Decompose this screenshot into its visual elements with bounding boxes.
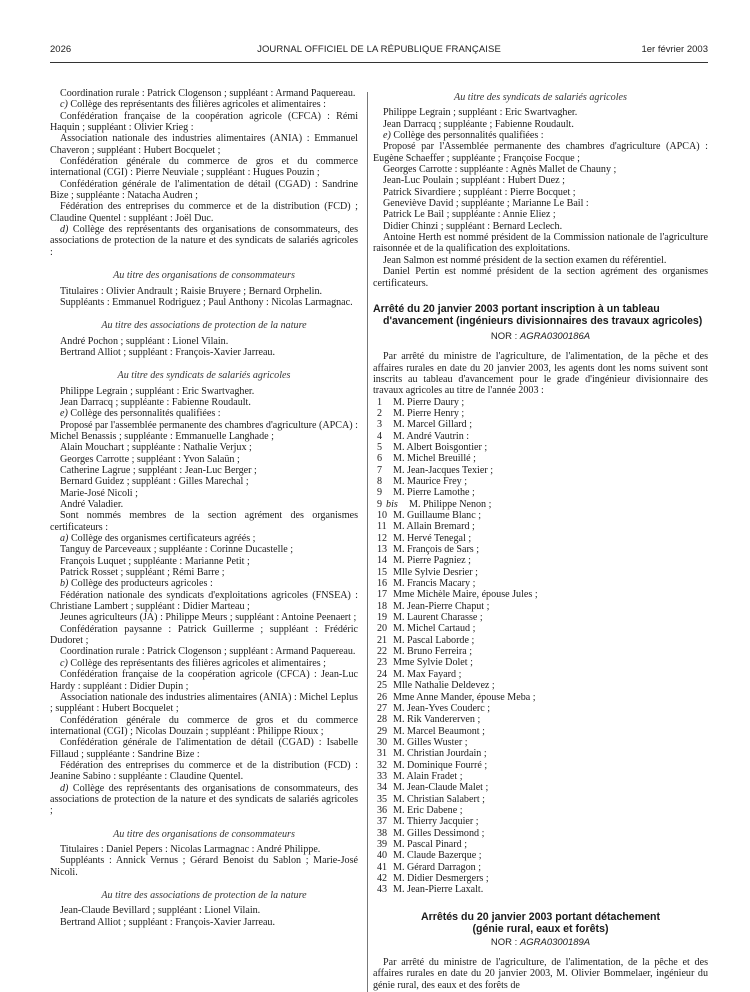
list-number-value: 25 (377, 680, 388, 692)
list-item (373, 714, 708, 725)
paragraph: Proposé par l'Assemblée permanente des chambres d'agriculture (APCA) : Eugène Schaeffer ; suppléante ; Françoise Focque ; (373, 141, 708, 164)
list-name: M. Jean-Claude Malet ; (393, 782, 489, 794)
list-item (373, 499, 708, 510)
paragraph: Patrick Sivardiere ; suppléant : Pierre Bocquet ; (383, 186, 576, 198)
list-item (373, 567, 708, 578)
list-number (373, 646, 393, 657)
list-number (373, 635, 393, 646)
paragraph: Philippe Legrain ; suppléant : Eric Swartvagher. (383, 107, 578, 119)
list-number (373, 601, 393, 612)
list-number (373, 465, 393, 476)
paragraph (50, 224, 358, 258)
list-number-value: 6 (377, 453, 383, 465)
list-number (373, 726, 393, 737)
paragraph: Catherine Lagrue ; suppléant : Jean-Luc Berger ; (60, 464, 257, 476)
list-name: M. Eric Dabene ; (393, 804, 463, 816)
paragraph-text: Collège des personnalités qualifiées : (67, 408, 221, 420)
list-name: M. Max Fayard ; (393, 668, 462, 680)
list-name: M. Didier Desmergers ; (393, 873, 489, 884)
list-number-value: 13 (377, 544, 388, 556)
paragraph: André Pochon ; suppléant : Lionel Vilain. (60, 335, 229, 347)
subsection-heading: Au titre des organisations de consommateurs (113, 270, 295, 282)
list-item (373, 465, 708, 476)
paragraph: Confédération générale de l'alimentation de détail (CGAD) : Sandrine Bize ; suppléante : Natacha Audren ; (50, 178, 358, 202)
subsection-heading: Au titre des syndicats de salariés agricoles (454, 92, 627, 103)
list-item (373, 680, 708, 691)
list-number-value: 18 (377, 600, 388, 612)
list-name: M. Alain Fradet ; (393, 770, 463, 782)
page-header (50, 44, 708, 58)
list-item (373, 646, 708, 657)
paragraph-text: Collège des producteurs agricoles : (68, 578, 213, 590)
list-name: M. Claude Bazerque ; (393, 850, 482, 862)
list-number (373, 589, 393, 600)
list-number (373, 873, 393, 884)
subsection-heading: Au titre des syndicats de salariés agricoles (117, 370, 291, 382)
list-name: M. Philippe Nenon ; (409, 498, 492, 510)
paragraph: Bertrand Alliot ; suppléant : François-Xavier Jarreau. (60, 346, 275, 358)
list-number (373, 850, 393, 861)
nor-label: NOR : (490, 936, 520, 948)
page-number: 2026 (50, 44, 72, 55)
paragraph: Patrick Rosset ; suppléant ; Rémi Barre ; (60, 567, 225, 579)
list-number (373, 408, 393, 419)
paragraph: Confédération générale du commerce de gros et du commerce international (CGI) : Pierre Neuviale ; suppléant : Hugues Pouzin ; (50, 156, 358, 179)
list-name: Mme Sylvie Dolet ; (393, 657, 473, 669)
list-number (373, 419, 393, 430)
list-item (373, 760, 708, 771)
list-number (373, 521, 393, 532)
list-number-value: 32 (377, 759, 388, 771)
journal-title: JOURNAL OFFICIEL DE LA RÉPUBLIQUE FRANÇAISE (257, 44, 501, 55)
list-name: M. Marcel Beaumont ; (393, 725, 485, 737)
list-item (373, 657, 708, 668)
list-item (373, 589, 708, 600)
list-number-value: 14 (377, 555, 388, 567)
paragraph: François Luquet ; suppléante : Marianne Petit ; (60, 555, 250, 567)
list-number-value: 37 (377, 816, 388, 828)
list-number (373, 578, 393, 589)
paragraph (50, 658, 358, 669)
list-number-value: 42 (377, 873, 388, 884)
list-number-value: 2 (377, 407, 383, 419)
list-number (373, 748, 393, 759)
item-label: c) (60, 99, 68, 111)
list-item (373, 692, 708, 703)
list-item (373, 794, 708, 805)
list-name: Mlle Nathalie Deldevez ; (393, 680, 495, 692)
list-number-value: 41 (377, 861, 388, 873)
list-item (373, 578, 708, 589)
paragraph: Daniel Pertin est nommé président de la section agrément des organismes certificateurs. (373, 266, 708, 289)
left-column (50, 88, 358, 928)
list-number-value: 39 (377, 838, 388, 850)
list-name: M. Rik Vandererven ; (393, 714, 481, 726)
list-number-value: 40 (377, 850, 388, 862)
paragraph-text: Collège des représentants des filières agricoles et alimentaires ; (67, 657, 326, 669)
list-name: M. Gérard Darragon ; (393, 861, 482, 873)
paragraph: Association nationale des industries alimentaires (ANIA) : Michel Leplus ; suppléant : Hubert Bocquelet ; (50, 691, 358, 715)
list-item (373, 669, 708, 680)
issue-date: 1er février 2003 (641, 44, 708, 55)
list-item (373, 431, 708, 442)
list-number (373, 782, 393, 793)
paragraph (50, 533, 358, 544)
list-name: M. Francis Macary ; (393, 578, 476, 590)
list-name: M. Albert Boisgontier ; (393, 441, 488, 453)
list-number-value: 1 (377, 396, 383, 408)
list-number-value: 34 (377, 782, 388, 794)
list-number-value: 12 (377, 532, 388, 544)
list-name: M. François de Sars ; (393, 544, 480, 556)
list-item (373, 839, 708, 850)
list-number-value: 3 (377, 419, 383, 431)
list-number-value: 4 (377, 430, 383, 442)
list-number (373, 805, 393, 816)
list-number-suffix: bis (386, 498, 398, 510)
list-name: M. Pierre Lamothe ; (393, 487, 475, 499)
list-name: M. Pascal Pinard ; (393, 838, 468, 850)
list-item (373, 521, 708, 532)
list-name: M. Jean-Jacques Texier ; (393, 464, 494, 476)
list-name: M. Michel Breuillé ; (393, 453, 476, 465)
list-number (373, 839, 393, 850)
list-number (373, 567, 393, 578)
paragraph (373, 130, 708, 141)
list-item (373, 873, 708, 884)
list-number (373, 442, 393, 453)
paragraph: Jeunes agriculteurs (JA) : Philippe Meurs ; suppléant : Antoine Peenaert ; (60, 612, 357, 624)
paragraph-text: Collège des représentants des organisations de consommateurs, des associations de protection de la nature et des syndicats de salariés agricoles ; (50, 782, 358, 817)
list-item (373, 703, 708, 714)
list-name: M. Michel Cartaud ; (393, 623, 476, 635)
list-item (373, 737, 708, 748)
paragraph: Fédération des entreprises du commerce et de la distribution (FCD) ; Claudine Quentel : suppléant : Joël Duc. (50, 201, 358, 224)
list-number (373, 544, 393, 555)
list-number-value: 22 (377, 646, 388, 658)
list-number (373, 431, 393, 442)
list-name: M. Pierre Pagniez ; (393, 555, 471, 567)
nor-reference (373, 331, 708, 342)
list-item (373, 533, 708, 544)
list-number-value: 20 (377, 623, 388, 635)
list-number (373, 760, 393, 771)
nor-code: AGRA0300189A (519, 936, 591, 948)
paragraph: Confédération française de la coopération agricole (CFCA) : Rémi Haquin ; suppléant : Olivier Krieg : (50, 110, 358, 134)
paragraph-text: Collège des représentants des organisations de consommateurs, des associations de protection de la nature et des syndicats de salariés agricoles : (50, 224, 358, 258)
list-number (373, 703, 393, 714)
paragraph: Jean Salmon est nommé président de la section examen du référentiel. (383, 254, 667, 266)
list-item (373, 850, 708, 861)
list-number (373, 884, 393, 895)
paragraph: Bertrand Alliot ; suppléant : François-Xavier Jarreau. (60, 916, 275, 928)
list-name: M. Jean-Yves Couderc ; (393, 702, 491, 714)
item-label: d) (60, 224, 69, 236)
paragraph: Philippe Legrain ; suppléant : Eric Swartvagher. (60, 385, 255, 397)
list-number-value: 8 (377, 475, 383, 487)
list-item (373, 419, 708, 430)
paragraph: Confédération paysanne : Patrick Guillerme ; suppléant : Frédéric Dudoret ; (50, 623, 358, 647)
paragraph: Titulaires : Daniel Pepers : Nicolas Larmagnac : André Philippe. (60, 843, 321, 855)
list-number (373, 533, 393, 544)
list-name: M. Allain Bremard ; (393, 521, 475, 533)
paragraph: Didier Chinzi ; suppléant : Bernard Leclech. (383, 220, 563, 232)
list-name: M. Thierry Jacquier ; (393, 816, 479, 828)
paragraph: Fédération nationale des syndicats d'exploitations agricoles (FNSEA) : Christiane Lambert ; suppléant : Didier Marteau ; (50, 589, 358, 613)
list-item (373, 601, 708, 612)
subsection-heading: Au titre des associations de protection de la nature (101, 320, 307, 332)
list-number (373, 657, 393, 668)
list-number-value: 36 (377, 804, 388, 816)
paragraph (50, 99, 358, 110)
item-label: b) (60, 578, 69, 590)
list-number-value: 9 (377, 487, 383, 499)
paragraph: Jean-Claude Bevillard ; suppléant : Lionel Vilain. (60, 905, 261, 917)
nor-label: NOR : (490, 330, 520, 342)
list-name: M. Gilles Wuster ; (393, 736, 468, 748)
nor-code: AGRA0300186A (519, 330, 591, 342)
decree-body: Par arrêté du ministre de l'agriculture, de l'alimentation, de la pêche et des affaires rurales en date du 20 janvier 2003, les agents dont les noms suivent sont inscrits au tableau d'avancement pour le grade d'ingénieur divisionnaire des travaux agricoles au titre de l'année 2003 : (373, 351, 708, 397)
paragraph-text: Collège des représentants des filières agricoles et alimentaires : (67, 99, 326, 111)
decree-title-line: Arrêtés du 20 janvier 2003 portant détachement (420, 910, 661, 923)
list-number-value: 9 (377, 498, 383, 510)
list-number (373, 612, 393, 623)
paragraph: André Valadier. (60, 499, 124, 510)
list-number (373, 669, 393, 680)
list-number (373, 510, 393, 521)
list-number (373, 692, 393, 703)
list-number (373, 476, 393, 487)
item-label: e) (383, 130, 391, 142)
list-name: M. André Vautrin : (393, 430, 470, 442)
paragraph: Jean-Luc Poulain ; suppléant : Hubert Duez ; (383, 175, 565, 187)
list-name: M. Jean-Pierre Laxalt. (393, 884, 484, 896)
header-rule (50, 62, 708, 63)
list-name: Mlle Sylvie Desrier ; (393, 566, 478, 578)
paragraph: Confédération française de la coopération agricole (CFCA) : Jean-Luc Hardy : suppléant : Didier Dupin ; (50, 669, 358, 692)
item-label: a) (60, 533, 69, 545)
paragraph: Titulaires : Olivier Andrault ; Raisie Bruyere ; Bernard Orphelin. (60, 285, 323, 297)
list-name: M. Pascal Laborde ; (393, 634, 475, 646)
list-number-value: 16 (377, 578, 388, 590)
subsection-heading: Au titre des organisations de consommateurs (113, 828, 295, 840)
list-number-value: 27 (377, 702, 388, 714)
list-item (373, 555, 708, 566)
decree-title (373, 303, 708, 327)
list-item (373, 510, 708, 521)
list-number-value: 26 (377, 691, 388, 703)
item-label: d) (60, 782, 69, 794)
list-item (373, 782, 708, 793)
list-name: M. Hervé Tenegal ; (393, 532, 472, 544)
list-item (373, 408, 708, 419)
decree-title-line: d'avancement (ingénieurs divisionnaires des travaux agricoles) (383, 314, 703, 327)
list-name: M. Marcel Gillard ; (393, 419, 473, 431)
decree-body: Par arrêté du ministre de l'agriculture, de l'alimentation, de la pêche et des affaires rurales en date du 20 janvier 2003, M. Olivier Bommelaer, ingénieur du génie rural, des eaux et des forêts de (373, 957, 708, 991)
list-item (373, 453, 708, 464)
list-name: M. Christian Jourdain ; (393, 748, 487, 760)
list-item (373, 476, 708, 487)
paragraph (50, 578, 358, 589)
list-number (373, 714, 393, 725)
paragraph: Bernard Guidez ; suppléant : Gilles Marechal ; (60, 476, 249, 488)
list-item (373, 544, 708, 555)
list-name: Mme Anne Mander, épouse Meba ; (393, 691, 536, 703)
list-item (373, 397, 708, 408)
paragraph-text: Collège des personnalités qualifiées : (390, 130, 544, 142)
list-item (373, 884, 708, 895)
list-number (373, 737, 393, 748)
paragraph: Alain Mouchart ; suppléante : Nathalie Verjux ; (60, 442, 252, 454)
paragraph: Georges Carrotte ; suppléant : Yvon Salaün ; (60, 453, 240, 465)
list-name: M. Laurent Charasse ; (393, 612, 483, 624)
list-number (373, 680, 393, 691)
list-number-value: 21 (377, 634, 388, 646)
list-item (373, 442, 708, 453)
list-number-value: 10 (377, 510, 388, 521)
list-name: M. Gilles Dessimond ; (393, 827, 485, 839)
paragraph: Proposé par l'assemblée permanente des chambres d'agriculture (APCA) : Michel Benassis ; suppléante : Emmanuelle Langhade ; (50, 419, 358, 442)
list-number-value: 43 (377, 884, 388, 896)
list-number-value: 38 (377, 827, 388, 839)
paragraph: Antoine Herth est nommé président de la Commission nationale de l'agriculture raisonnée et de la qualification des exploitations. (373, 232, 708, 255)
subsection-heading: Au titre des associations de protection de la nature (101, 890, 307, 901)
item-label: e) (60, 408, 68, 420)
column-divider (367, 92, 368, 992)
list-item (373, 828, 708, 839)
list-number (373, 397, 393, 408)
right-column (373, 92, 708, 991)
list-item (373, 635, 708, 646)
list-number (373, 487, 393, 498)
list-item (373, 816, 708, 827)
list-name: M. Maurice Frey ; (393, 475, 468, 487)
paragraph: Marie-José Nicoli ; (60, 487, 138, 499)
list-number-value: 35 (377, 793, 388, 805)
list-number-value: 30 (377, 736, 388, 748)
list-name: M. Bruno Ferreira ; (393, 646, 473, 658)
decree-title-line: (génie rural, eaux et forêts) (472, 922, 609, 935)
list-item (373, 862, 708, 873)
list-name: M. Pierre Henry ; (393, 407, 465, 419)
list-number-value: 11 (377, 521, 387, 533)
list-item (373, 805, 708, 816)
list-number-value: 24 (377, 668, 388, 680)
list-number-value: 29 (377, 725, 388, 737)
list-item (373, 487, 708, 498)
list-name: M. Pierre Daury ; (393, 396, 465, 408)
paragraph: Coordination rurale : Patrick Clogenson ; suppléant : Armand Paquereau. (60, 646, 356, 658)
paragraph: Confédération générale du commerce de gros et du commerce international (CGI) ; Nicolas Douzain ; suppléant : Philippe Rioux ; (50, 714, 358, 737)
list-number (373, 555, 393, 566)
paragraph: Geneviève David ; suppléante ; Marianne Le Bail : (383, 198, 589, 210)
list-number-value: 15 (377, 566, 388, 578)
list-number-value: 17 (377, 589, 388, 601)
list-name: Mme Michèle Maire, épouse Jules ; (393, 589, 538, 601)
paragraph: Patrick Le Bail ; suppléante : Annie Eliez ; (383, 209, 556, 221)
list-number-value: 31 (377, 748, 388, 760)
nor-reference (373, 937, 708, 948)
list-item (373, 623, 708, 634)
list-number (373, 816, 393, 827)
list-number-value: 33 (377, 770, 388, 782)
paragraph-text: Collège des organismes certificateurs agréés ; (68, 533, 256, 545)
paragraph: Tanguy de Parceveaux ; suppléante : Corinne Ducastelle ; (60, 544, 294, 556)
list-number-value: 28 (377, 714, 388, 726)
promotion-list (373, 397, 708, 896)
list-number-value: 7 (377, 464, 383, 476)
paragraph: Coordination rurale : Patrick Clogenson ; suppléant : Armand Paquereau. (60, 88, 356, 99)
paragraph: Georges Carrotte : suppléante : Agnès Mallet de Chauny ; (383, 164, 617, 176)
list-number-value: 19 (377, 612, 388, 624)
list-item (373, 612, 708, 623)
paragraph: Jean Darracq ; suppléante : Fabienne Roudault. (60, 396, 251, 408)
list-number (373, 453, 393, 464)
list-number (373, 794, 393, 805)
paragraph: Suppléants : Emmanuel Rodriguez ; Paul Anthony : Nicolas Larmagnac. (60, 296, 353, 308)
paragraph: Fédération des entreprises du commerce et de la distribution (FCD) : Jeanine Sabino : suppléante : Claudine Quentel. (50, 759, 358, 783)
list-number-value: 5 (377, 441, 383, 453)
paragraph: Sont nommés membres de la section agrément des organismes certificateurs : (50, 510, 358, 533)
list-number-value: 23 (377, 657, 388, 669)
paragraph: Association nationale des industries alimentaires (ANIA) : Emmanuel Chaveron ; suppléant : Hubert Bocquelet ; (50, 133, 358, 156)
list-item (373, 748, 708, 759)
decree-title-line: Arrêté du 20 janvier 2003 portant inscription à un tableau (373, 302, 660, 315)
item-label: c) (60, 657, 68, 669)
paragraph (50, 783, 358, 817)
list-number (373, 771, 393, 782)
list-item (373, 771, 708, 782)
list-number (373, 499, 409, 510)
list-number (373, 828, 393, 839)
paragraph: Suppléants : Annick Vernus ; Gérard Benoist du Sablon ; Marie-José Nicoli. (50, 855, 358, 878)
paragraph: Confédération générale de l'alimentation de détail (CGAD) : Isabelle Fillaud ; suppléante : Sandrine Bize : (50, 737, 358, 760)
paragraph (50, 408, 358, 419)
list-name: M. Jean-Pierre Chaput ; (393, 600, 490, 612)
list-number (373, 862, 393, 873)
decree-title (373, 911, 708, 935)
list-name: M. Dominique Fourré ; (393, 759, 488, 771)
list-name: M. Guillaume Blanc ; (393, 510, 482, 521)
list-item (373, 726, 708, 737)
list-number (373, 623, 393, 634)
paragraph: Jean Darracq ; suppléante ; Fabienne Roudault. (383, 118, 574, 130)
list-name: M. Christian Salabert ; (393, 793, 485, 805)
